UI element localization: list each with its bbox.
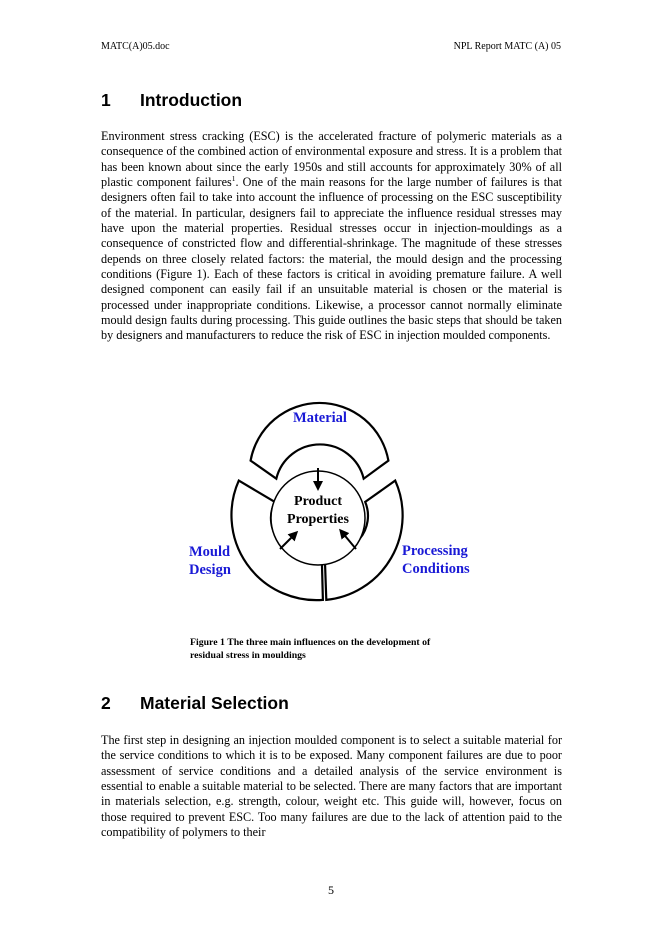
paragraph-text: Environment stress cracking (ESC) is the accelerated fracture of polymeric materials as a consequence of the combined action of environmental exposure and stress. It is a problem that has been known about since the early 1950s and still accounts for approximately 30% of all plastic component failures: [101, 129, 562, 190]
properties-label: Properties: [287, 512, 349, 527]
section-heading-material-selection: [101, 693, 289, 714]
section-number: 1: [101, 90, 111, 110]
mould-label-line1: Mould: [189, 544, 231, 560]
caption-line1: Figure 1 The three main influences on the development of: [190, 637, 431, 648]
section-title: Material Selection: [140, 693, 289, 713]
figure-caption: [190, 637, 490, 662]
processing-label-line1: Processing: [402, 543, 468, 559]
section-heading-introduction: [101, 90, 242, 111]
running-header-filename: MATC(A)05.doc: [101, 41, 170, 52]
influences-diagram: [170, 400, 490, 630]
conditions-label-line2: Conditions: [402, 561, 470, 577]
page-number: 5: [328, 883, 334, 897]
running-header-report: NPL Report MATC (A) 05: [453, 41, 561, 52]
material-label: Material: [293, 410, 347, 426]
section-title: Introduction: [140, 90, 243, 110]
design-label-line2: Design: [189, 562, 231, 578]
caption-line2: residual stress in mouldings: [190, 649, 306, 661]
introduction-paragraph: [101, 129, 562, 344]
product-label: Product: [294, 494, 342, 509]
paragraph-text-continued: . One of the main reasons for the large number of failures is that designers often fail to take into account the influence of processing on the ESC susceptibility of the material. In particular, designers fail to appreciate the influence residual stresses may have upon the material properties. Residual stresses occur in injection-mouldings as a consequence of constricted flow and differential-shrinkage. The magnitude of these stresses depends on three closely related factors: the material, the mould design and the processing conditions (Figure 1). Each of these factors is critical in avoiding premature failure. A well designed component can easily fail if an unsuitable material is chosen or the material is processed under inappropriate conditions. Likewise, a processor cannot normally eliminate mould design faults during processing. This guide outlines the basic steps that should be taken by designers and manufacturers to reduce the risk of ESC in injection moulded components.: [101, 175, 562, 343]
footnote-reference: 1: [231, 174, 236, 184]
section-number: 2: [101, 693, 111, 713]
material-selection-paragraph: The first step in designing an injection moulded component is to select a suitable material for the service conditions to which it is to be exposed. Many component failures are due to poor assessment of service conditions and a detailed analysis of the service environment is essential to enable a suitable material to be selected. There are many factors that are important in materials selection, e.g. strength, colour, weight etc. This guide will, however, focus on those required to prevent ESC. Too many failures are due to the lack of attention paid to the compatibility of polymers to their: [101, 733, 562, 840]
